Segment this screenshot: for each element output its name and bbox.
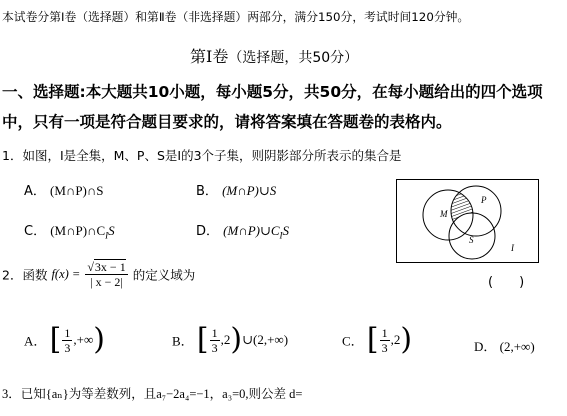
q2-function: f(x) = <box>51 267 81 281</box>
q2-option-d-label: D． <box>474 339 497 354</box>
label-s: S <box>469 235 474 245</box>
instructions-line-2: 中，只有一项是符合题目要求的，请将答案填在答题卷的表格内。 <box>2 113 452 131</box>
q1-option-c-text: (M∩P)∩C <box>50 223 106 238</box>
right-paren-icon: ) <box>230 322 243 357</box>
q2-option-c[interactable] <box>342 322 413 357</box>
q1-option-c-label: C． <box>24 224 47 239</box>
q2-stem-prefix: 2．函数 <box>2 267 48 283</box>
label-m: M <box>440 209 448 219</box>
left-bracket-icon: [ <box>49 322 62 357</box>
q2-option-b-extra: (2,+∞) <box>253 332 289 347</box>
section-title <box>190 44 358 67</box>
q2-option-b-den: 3 <box>211 340 218 355</box>
q1-option-c[interactable] <box>24 220 115 241</box>
q2-fraction <box>85 260 127 289</box>
q1-option-d-tail: S <box>282 223 290 238</box>
left-bracket-icon: [ <box>366 322 379 357</box>
right-paren-icon: ) <box>400 322 413 357</box>
q1-option-a-text: (M∩P)∩S <box>50 183 104 198</box>
right-paren-icon: ) <box>93 322 105 357</box>
q1-option-a-label: A． <box>24 184 46 199</box>
q2-option-c-tail: ,2 <box>390 332 401 347</box>
section-title-sub: （选择题，共50分） <box>228 50 359 66</box>
q2-answer-paren[interactable]: ( ) <box>488 275 525 290</box>
q1-stem: 1．如图，Ⅰ是全集，M、P、S是Ⅰ的3个子集，则阴影部分所表示的集合是 <box>2 148 402 163</box>
q2-option-b-num: 1 <box>211 325 218 340</box>
sqrt-icon: √ <box>87 260 94 274</box>
q2-denominator: | x − 2| <box>90 275 123 289</box>
q1-option-d-text: (M∩P)∪C <box>223 223 280 238</box>
q2-option-c-num: 1 <box>381 325 388 340</box>
q1-option-b[interactable] <box>196 180 276 199</box>
label-i: I <box>511 243 514 253</box>
q2-stem <box>2 260 195 300</box>
q2-option-c-den: 3 <box>381 340 388 355</box>
q2-option-a-den: 3 <box>64 340 71 355</box>
q2-option-a[interactable] <box>24 322 105 357</box>
section-title-main: 第Ⅰ卷 <box>190 49 229 66</box>
q1-option-d-label: D． <box>196 224 220 239</box>
q1-option-c-sub: I <box>105 230 109 241</box>
exam-intro: 本试卷分第Ⅰ卷（选择题）和第Ⅱ卷（非选择题）两部分，满分150分，考试时间120分钟。 <box>2 10 470 24</box>
q1-option-d-sub: I <box>279 230 283 241</box>
venn-diagram <box>396 179 539 263</box>
q2-option-b-tail: ,2 <box>220 332 231 347</box>
label-p: P <box>481 195 487 205</box>
left-bracket-icon: [ <box>196 322 209 357</box>
q2-option-a-num: 1 <box>64 325 71 340</box>
q2-option-b-union: ∪ <box>242 332 254 347</box>
q2-option-d-text: (2,+∞) <box>499 339 535 354</box>
q1-option-c-tail: S <box>108 223 115 238</box>
q1-option-b-label: B． <box>196 184 218 199</box>
q1-option-a[interactable] <box>24 180 104 199</box>
q2-option-a-tail: ,+∞ <box>73 332 94 347</box>
q2-option-b-label: B． <box>172 333 194 349</box>
q2-option-c-label: C． <box>342 333 364 349</box>
q3-stem: 3．已知{aₙ}为等差数列，且a₇−2a₄=−1，a₃=0,则公差 d= <box>2 387 303 401</box>
q1-option-d[interactable] <box>196 220 289 241</box>
q1-option-b-text: (M∩P)∪S <box>222 183 277 198</box>
q2-option-a-label: A． <box>24 333 47 349</box>
q2-radicand: 3x − 1 <box>94 260 126 274</box>
q2-option-b[interactable] <box>172 322 289 357</box>
q2-option-d[interactable] <box>474 336 535 355</box>
q2-stem-suffix: 的定义域为 <box>132 267 196 283</box>
instructions-line-1: 一、选择题:本大题共10小题，每小题5分，共50分，在每小题给出的四个选项 <box>2 83 543 101</box>
